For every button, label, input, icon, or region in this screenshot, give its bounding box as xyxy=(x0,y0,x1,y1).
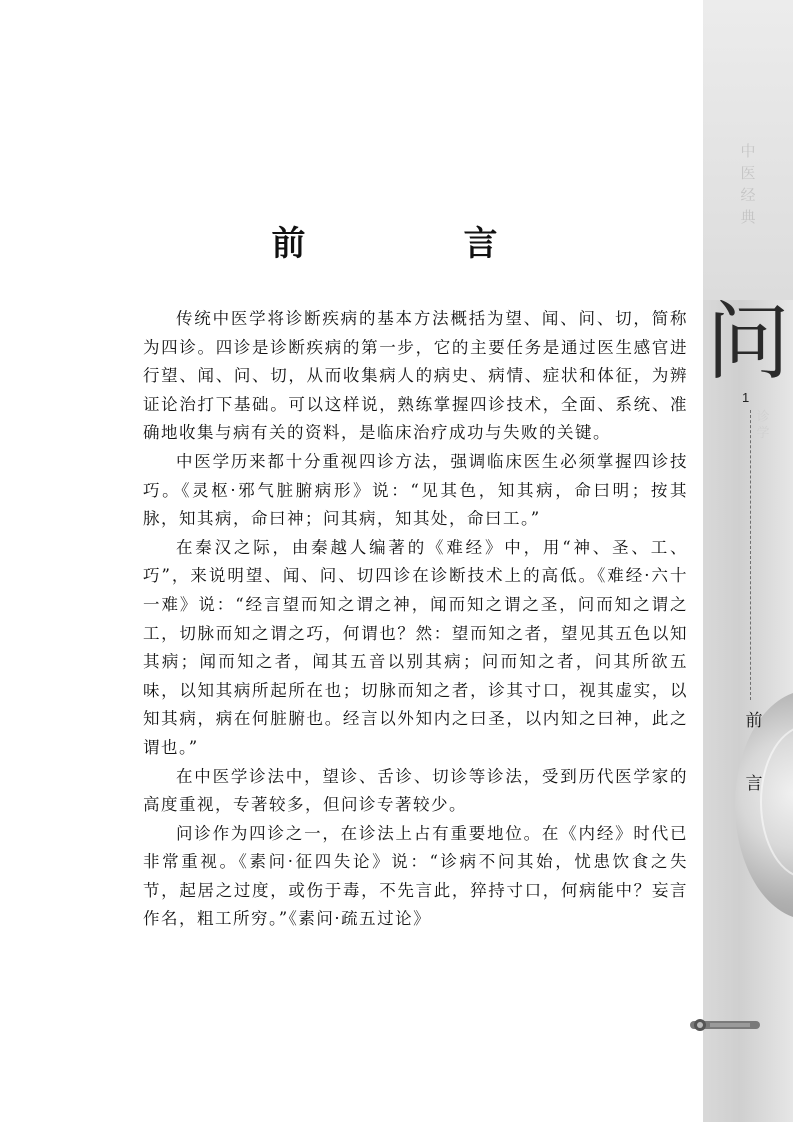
bottom-ornament-icon xyxy=(690,1017,760,1033)
page-title: 前 言 xyxy=(271,224,560,264)
side-label-second: 言 xyxy=(745,774,763,794)
body-text xyxy=(143,305,688,934)
paragraph-4: 在中医学诊法中，望诊、舌诊、切诊等诊法，受到历代医学家的高度重视，专著较多，但问诊专著较少。 xyxy=(143,766,688,815)
paragraph-1: 传统中医学将诊断疾病的基本方法概括为望、闻、问、切，简称为四诊。四诊是诊断疾病的第一步，它的主要任务是通过医生感官进行望、闻、问、切，从而收集病人的病史、病情、症状和体征，为辨证论治打下基础。可以这样说，熟练掌握四诊技术，全面、系统、准确地收集与病有关的资料，是临床治疗成功与失败的关键。 xyxy=(143,309,688,443)
side-label-first: 前 xyxy=(745,711,763,731)
paragraph-2: 中医学历来都十分重视四诊方法，强调临床医生必须掌握四诊技巧。《灵枢·邪气脏腑病形》说：“见其色，知其病，命曰明；按其脉，知其病，命曰神；问其病，知其处，命曰工。” xyxy=(143,451,688,529)
dashed-divider xyxy=(750,410,751,700)
paragraph-5: 问诊作为四诊之一，在诊法上占有重要地位。在《内经》时代已非常重视。《素问·征四失论》说：“诊病不问其始，忧患饮食之失节，起居之过度，或伤于毒，不先言此，猝持寸口，何病能中？妄言作名，粗工所穷。”《素问·疏五过论》 xyxy=(143,823,688,929)
series-title: 中医经典 xyxy=(740,142,756,226)
page-number: 1 xyxy=(742,390,750,405)
faint-side-text: 诊学 xyxy=(756,410,770,441)
chapter-big-character: 问 xyxy=(706,293,791,391)
paragraph-3: 在秦汉之际，由秦越人编著的《难经》中，用“神、圣、工、巧”，来说明望、闻、问、切四诊在诊断技术上的高低。《难经·六十一难》说：“经言望而知之谓之神，闻而知之谓之圣，问而知之谓之工，切脉而知之谓之巧，何谓也？然：望而知之者，望见其五色以知其病；闻而知之者，闻其五音以别其病；问而知之者，问其所欲五味，以知其病所起所在也；切脉而知之者，诊其寸口，视其虚实，以知其病，病在何脏腑也。经言以外知内之曰圣，以内知之曰神，此之谓也。” xyxy=(143,537,688,757)
